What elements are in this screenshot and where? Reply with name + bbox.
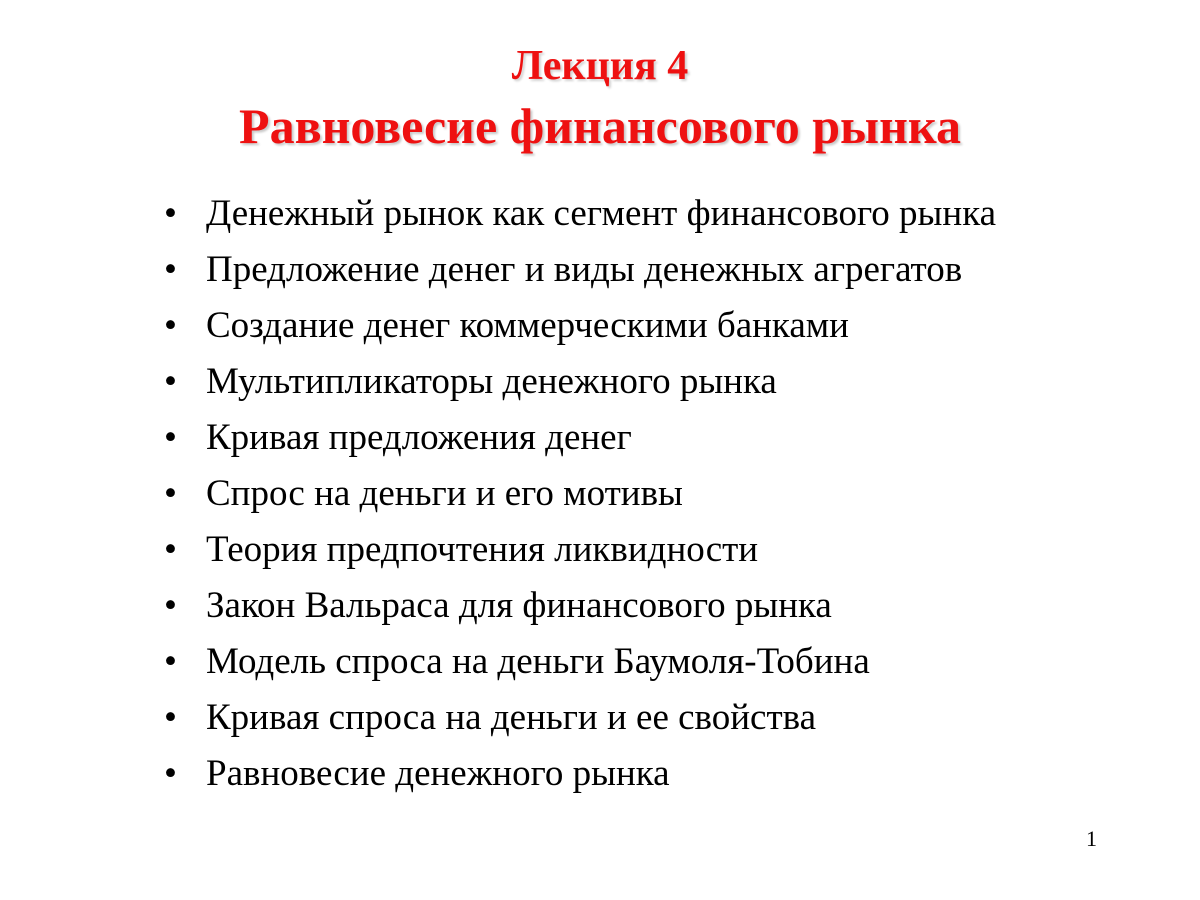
list-item-text: Закон Вальраса для финансового рынка: [206, 585, 832, 626]
lecture-topic-title: Равновесие финансового рынка: [239, 98, 961, 154]
list-item: [164, 691, 1164, 747]
bullet-icon: •: [164, 249, 177, 290]
bullet-icon: •: [164, 417, 177, 458]
list-item: [164, 187, 1164, 243]
list-item: [164, 299, 1164, 355]
bullet-icon: •: [164, 473, 177, 514]
list-item: [164, 411, 1164, 467]
list-item-text: Кривая предложения денег: [206, 417, 632, 458]
list-item: [164, 243, 1164, 299]
list-item: [164, 635, 1164, 691]
bullet-icon: •: [164, 697, 177, 738]
list-item: [164, 467, 1164, 523]
list-item-text: Создание денег коммерческими банками: [206, 305, 849, 346]
list-item-text: Теория предпочтения ликвидности: [206, 529, 759, 570]
bullet-icon: •: [164, 361, 177, 402]
list-item-text: Равновесие денежного рынка: [206, 753, 670, 794]
list-item-text: Кривая спроса на деньги и ее свойства: [206, 697, 817, 738]
page-number: 1: [1086, 826, 1097, 851]
list-item: [164, 747, 1164, 803]
list-item-text: Денежный рынок как сегмент финансового рынка: [206, 193, 997, 234]
bullet-icon: •: [164, 641, 177, 682]
bullet-icon: •: [164, 305, 177, 346]
list-item-text: Мультипликаторы денежного рынка: [206, 361, 777, 402]
list-item: [164, 355, 1164, 411]
list-item: [164, 523, 1164, 579]
bullet-icon: •: [164, 585, 177, 626]
list-item-text: Предложение денег и виды денежных агрегатов: [206, 249, 963, 290]
bullet-icon: •: [164, 753, 177, 794]
bullet-icon: •: [164, 529, 177, 570]
bullet-icon: •: [164, 193, 177, 234]
list-item-text: Спрос на деньги и его мотивы: [206, 473, 683, 514]
lecture-number-title: Лекция 4: [511, 43, 689, 89]
topics-list: [164, 187, 1164, 803]
list-item-text: Модель спроса на деньги Баумоля-Тобина: [206, 641, 870, 682]
list-item: [164, 579, 1164, 635]
